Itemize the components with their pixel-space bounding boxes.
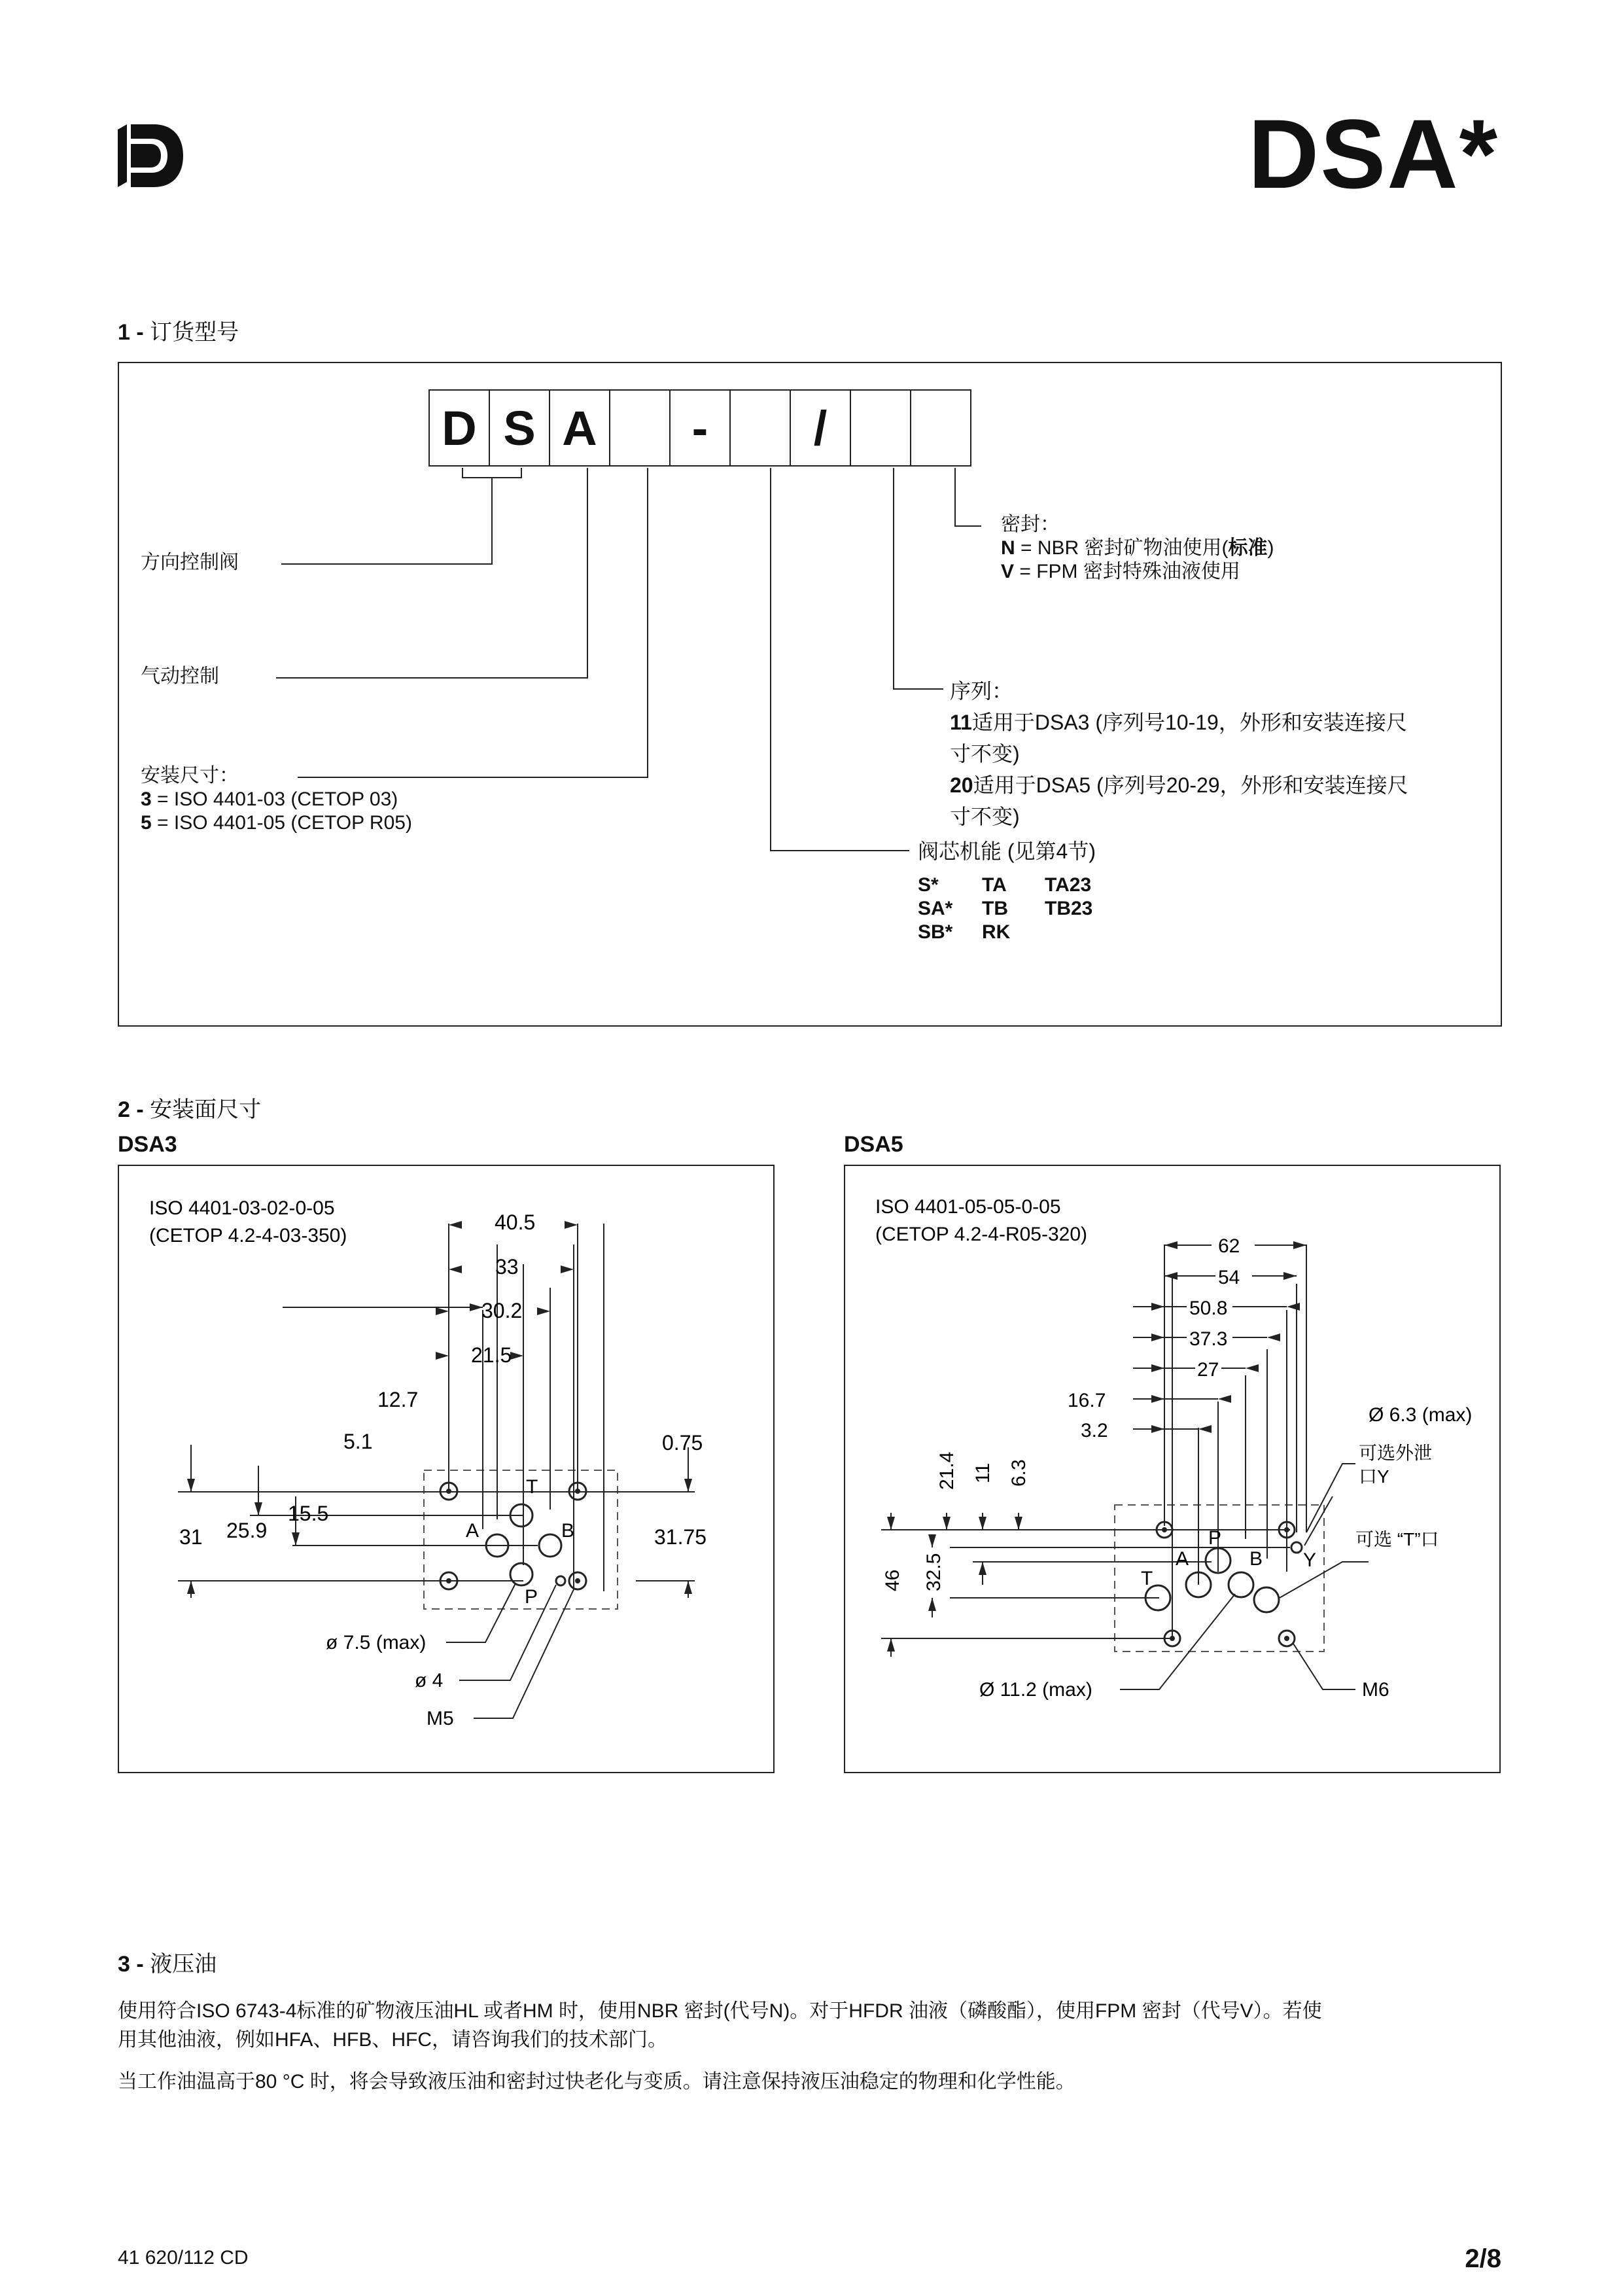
- series-11-key: 11: [950, 711, 972, 734]
- section1-title: 订货型号: [150, 320, 239, 345]
- dsa5-port-label: Y: [1303, 1549, 1317, 1571]
- dsa5-callout-drain-line2: 口Y: [1359, 1466, 1389, 1487]
- dsa5-dim: 16.7: [1068, 1390, 1106, 1411]
- dsa5-port-t-optional: [1254, 1587, 1279, 1612]
- dsa5-callout-port-diameter: Ø 11.2 (max): [979, 1679, 1092, 1701]
- spool-option: SB*: [918, 921, 953, 943]
- code-cell-slash: /: [790, 389, 851, 467]
- section2-number: 2 -: [118, 1097, 144, 1122]
- hydraulic-fluid-paragraph-2: 当工作油温高于80 °C 时，将会导致液压油和密封过快老化与变质。请注意保持液压油稳定的物理和化学性能。: [118, 2071, 1075, 2093]
- code-cell-dash: -: [669, 389, 731, 467]
- spool-option: TA: [982, 874, 1007, 896]
- dsa3-port-label: P: [525, 1586, 538, 1608]
- dsa3-dim-left: 31: [179, 1525, 203, 1549]
- ordering-code-leader-lines: [0, 0, 1623, 1047]
- dsa3-dim: 12.7: [377, 1388, 419, 1411]
- dsa5-port-y: [1291, 1542, 1302, 1553]
- spool-option: TA23: [1045, 874, 1092, 896]
- mounting-opt5-key: 5: [141, 812, 152, 834]
- dsa3-mounting-surface-drawing: [119, 1166, 773, 1772]
- seal-block: [1001, 513, 1274, 584]
- code-cell-1: D: [428, 389, 490, 467]
- dsa5-mounting-surface-drawing: [845, 1166, 1499, 1772]
- dsa5-port-label: T: [1141, 1568, 1153, 1589]
- paragraph-line: 用其他油液，例如HFA、HFB、HFC，请咨询我们的技术部门。: [118, 2029, 667, 2051]
- seal-v-text: = FPM 密封特殊油液使用: [1019, 561, 1240, 582]
- spool-option: S*: [918, 874, 939, 896]
- dsa3-callout-thread: M5: [427, 1708, 454, 1729]
- section2-title: 安装面尺寸: [150, 1097, 262, 1122]
- section3-title: 液压油: [150, 1952, 217, 1977]
- dsa3-callout-pin-diameter: ø 4: [415, 1670, 444, 1691]
- section3-number: 3 -: [118, 1952, 144, 1977]
- dsa3-port-label: T: [526, 1476, 538, 1498]
- dsa3-label: DSA3: [118, 1132, 177, 1157]
- dsa3-port-label: B: [561, 1520, 575, 1542]
- dsa5-dim-vert: 6.3: [1008, 1459, 1030, 1487]
- series-20-key: 20: [950, 773, 973, 797]
- section3-heading: [118, 1946, 217, 1978]
- dsa5-dim: 37.3: [1189, 1328, 1228, 1350]
- spool-option: SA*: [918, 898, 953, 919]
- dsa5-dim: 54: [1218, 1267, 1240, 1288]
- dsa3-dim-right: 31.75: [654, 1525, 707, 1549]
- dsa3-dim-left: 15.5: [288, 1502, 329, 1525]
- dsa5-dim: 27: [1197, 1359, 1219, 1381]
- series-20-line2: 寸不变): [950, 805, 1020, 828]
- code-cell-3: A: [549, 389, 610, 467]
- dsa5-callout-drain-line1: 可选外泄: [1359, 1443, 1433, 1463]
- seal-n-close: ): [1267, 537, 1274, 559]
- directional-valve-label: 方向控制阀: [141, 552, 239, 573]
- dsa3-port-label: A: [466, 1520, 480, 1542]
- mounting-title: 安装尺寸：: [141, 765, 239, 786]
- dsa5-dim: 3.2: [1081, 1420, 1108, 1441]
- dsa5-dim-left: 32.5: [923, 1553, 945, 1591]
- spool-option: TB23: [1045, 898, 1093, 919]
- dsa3-standard-line2: (CETOP 4.2-4-03-350): [149, 1225, 347, 1246]
- code-cell-2: S: [489, 389, 550, 467]
- series-block: [950, 675, 1408, 832]
- dsa5-port-b: [1229, 1572, 1253, 1597]
- paragraph-line: 使用符合ISO 6743-4标准的矿物液压油HL 或者HM 时，使用NBR 密封(代号N)。对于HFDR 油液（磷酸酯），使用FPM 密封（代号V）。若使: [118, 2000, 1322, 2022]
- series-20-line1: 适用于DSA5 (序列号20-29，外形和安装连接尺: [973, 773, 1408, 797]
- section2-heading: [118, 1091, 261, 1123]
- hydraulic-fluid-paragraph-1: [118, 1997, 1505, 2055]
- dsa3-standard-line1: ISO 4401-03-02-0-05: [149, 1197, 335, 1219]
- section1-number: 1 -: [118, 320, 144, 345]
- model-title: DSA*: [1248, 99, 1499, 209]
- dsa5-port-label: B: [1249, 1548, 1263, 1570]
- dsa5-dim-vert: 11: [972, 1462, 994, 1483]
- mounting-size-block: [141, 764, 412, 835]
- page-number: 2/8: [1465, 2244, 1501, 2273]
- dsa5-port-label: A: [1176, 1548, 1189, 1570]
- series-11-line1: 适用于DSA3 (序列号10-19，外形和安装连接尺: [971, 711, 1407, 734]
- dsa5-dim-vert: 21.4: [936, 1451, 958, 1490]
- dsa3-drawing-frame: [118, 1165, 775, 1773]
- series-title: 序列：: [950, 679, 1013, 703]
- mounting-opt3-key: 3: [141, 788, 152, 810]
- dsa3-port-p: [510, 1563, 532, 1585]
- dsa3-dim-left: 25.9: [226, 1519, 268, 1542]
- dsa3-dim: 21.5: [471, 1343, 512, 1367]
- mounting-opt5-text: = ISO 4401-05 (CETOP R05): [157, 812, 412, 834]
- dsa5-callout-thread: M6: [1362, 1679, 1389, 1701]
- dsa5-standard-line2: (CETOP 4.2-4-R05-320): [875, 1224, 1088, 1245]
- dsa5-port-label: P: [1208, 1527, 1222, 1549]
- seal-title: 密封：: [1001, 514, 1060, 535]
- series-11-line2: 寸不变): [950, 742, 1020, 766]
- dsa5-dim-left: 46: [882, 1569, 903, 1591]
- dsa5-label: DSA5: [844, 1132, 903, 1157]
- dsa5-callout-y-diameter: Ø 6.3 (max): [1369, 1404, 1473, 1426]
- seal-n-standard: 标准: [1228, 537, 1268, 559]
- dsa3-dim: 5.1: [343, 1430, 373, 1453]
- dsa5-standard-line1: ISO 4401-05-05-0-05: [875, 1196, 1061, 1218]
- seal-n-text: = NBR 密封矿物油使用(: [1021, 537, 1229, 559]
- mounting-opt3-text: = ISO 4401-03 (CETOP 03): [157, 788, 398, 810]
- dsa5-dim: 62: [1218, 1235, 1240, 1257]
- dsa3-port-b: [539, 1534, 561, 1557]
- document-code: 41 620/112 CD: [118, 2247, 249, 2269]
- dsa3-callout-port-diameter: ø 7.5 (max): [326, 1632, 427, 1653]
- dsa5-drawing-frame: [844, 1165, 1501, 1773]
- dsa3-dim: 33: [495, 1255, 519, 1279]
- dsa3-dim: 30.2: [481, 1299, 523, 1322]
- pneumatic-control-label: 气动控制: [141, 665, 219, 687]
- dsa3-pin-hole: [556, 1576, 565, 1585]
- seal-v-key: V: [1001, 561, 1015, 582]
- spool-option: RK: [982, 921, 1011, 943]
- spool-title: 阀芯机能 (见第4节): [918, 839, 1096, 863]
- dsa5-dim: 50.8: [1189, 1298, 1228, 1319]
- spool-option: TB: [982, 898, 1008, 919]
- seal-n-key: N: [1001, 537, 1015, 559]
- dsa5-callout-t-port: 可选 “T”口: [1355, 1529, 1439, 1549]
- spool-options-table: [918, 874, 1092, 944]
- dsa3-dim: 0.75: [662, 1431, 703, 1455]
- dsa3-dim: 40.5: [495, 1210, 536, 1234]
